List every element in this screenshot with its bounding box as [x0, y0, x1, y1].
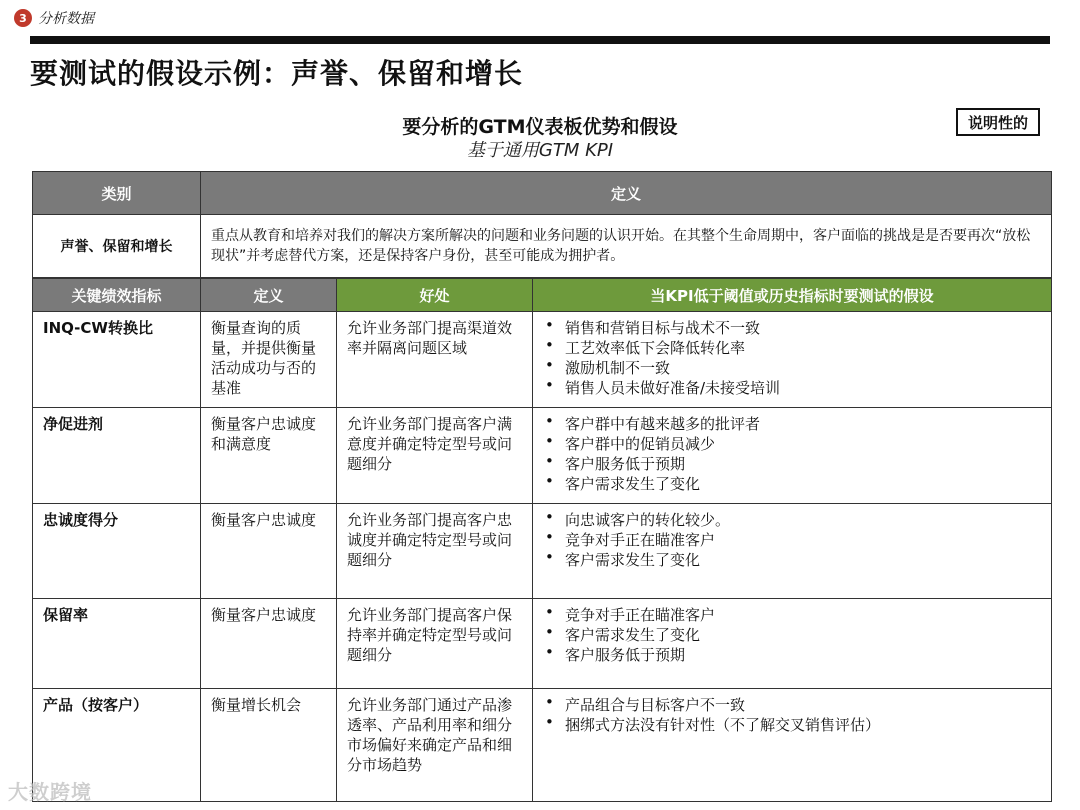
kpi-hypotheses: [533, 504, 1052, 599]
hypothesis-item: • 客户需求发生了变化: [543, 474, 1043, 494]
section-number-badge: 3: [14, 9, 32, 27]
top-divider: [30, 36, 1050, 44]
hypothesis-item: • 产品组合与目标客户不一致: [543, 695, 1043, 715]
kpi-definition: 衡量查询的质量，并提供衡量活动成功与否的基准: [201, 312, 337, 408]
kpi-definition: 衡量客户忠诚度: [201, 599, 337, 689]
section-indicator: [14, 8, 94, 28]
kpi-hypotheses: [533, 689, 1052, 802]
kpi-hypotheses: [533, 408, 1052, 504]
benefit-header: 好处: [337, 279, 533, 312]
definition-header: 定义: [201, 172, 1052, 215]
category-header: 类别: [33, 172, 201, 215]
hypothesis-item: • 客户服务低于预期: [543, 454, 1043, 474]
slide-title: 要测试的假设示例：声誉、保留和增长: [30, 57, 524, 90]
kpi-benefit: 允许业务部门提高渠道效率并隔离问题区域: [337, 312, 533, 408]
hypothesis-item: • 竞争对手正在瞄准客户: [543, 605, 1043, 625]
kpi-name: INQ-CW转换比: [33, 312, 201, 408]
hypothesis-item: • 竞争对手正在瞄准客户: [543, 530, 1043, 550]
illustrative-tag: 说明性的: [956, 108, 1040, 136]
category-name: 声誉、保留和增长: [33, 215, 201, 278]
kpi-hypotheses: [533, 312, 1052, 408]
hypothesis-item: • 工艺效率低下会降低转化率: [543, 338, 1043, 358]
table-row: [33, 312, 1052, 408]
category-header-row: [33, 172, 1052, 215]
kpi-definition: 衡量增长机会: [201, 689, 337, 802]
hypothesis-item: • 捆绑式方法没有针对性（不了解交叉销售评估）: [543, 715, 1043, 735]
table-row: [33, 408, 1052, 504]
table-subtitle: 基于通用GTM KPI: [466, 140, 614, 161]
category-definition: 重点从教育和培养对我们的解决方案所解决的问题和业务问题的认识开始。在其整个生命周期中，客户面临的挑战是是否要再次“放松现状”并考虑替代方案，还是保持客户身份，甚至可能成为拥护者。: [201, 215, 1052, 278]
hypothesis-item: • 激励机制不一致: [543, 358, 1043, 378]
category-table: [32, 171, 1052, 278]
watermark: 大数跨境: [8, 780, 92, 804]
kpi-table: [32, 278, 1052, 802]
kpi-header-row: [33, 279, 1052, 312]
kpi-definition: 衡量客户忠诚度: [201, 504, 337, 599]
section-label: 分析数据: [38, 11, 94, 27]
table-row: [33, 599, 1052, 689]
kpi-name: 保留率: [33, 599, 201, 689]
kpi-benefit: 允许业务部门提高客户满意度并确定特定型号或问题细分: [337, 408, 533, 504]
table-row: [33, 689, 1052, 802]
kpi-hypotheses: [533, 599, 1052, 689]
hypothesis-header: 当KPI低于阈值或历史指标时要测试的假设: [533, 279, 1052, 312]
hypothesis-item: • 销售和营销目标与战术不一致: [543, 318, 1043, 338]
hypothesis-item: • 向忠诚客户的转化较少。: [543, 510, 1043, 530]
kpi-name: 产品（按客户）: [33, 689, 201, 802]
hypothesis-item: • 客户服务低于预期: [543, 645, 1043, 665]
kpi-definition-header: 定义: [201, 279, 337, 312]
table-row: [33, 504, 1052, 599]
kpi-benefit: 允许业务部门通过产品渗透率、产品利用率和细分市场偏好来确定产品和细分市场趋势: [337, 689, 533, 802]
hypothesis-item: • 客户群中的促销员减少: [543, 434, 1043, 454]
kpi-definition: 衡量客户忠诚度和满意度: [201, 408, 337, 504]
hypothesis-item: • 客户群中有越来越多的批评者: [543, 414, 1043, 434]
kpi-benefit: 允许业务部门提高客户忠诚度并确定特定型号或问题细分: [337, 504, 533, 599]
table-title: 要分析的GTM仪表板优势和假设: [402, 116, 678, 138]
category-row: [33, 215, 1052, 278]
hypothesis-item: • 客户需求发生了变化: [543, 550, 1043, 570]
hypothesis-item: • 销售人员未做好准备/未接受培训: [543, 378, 1043, 398]
kpi-name: 忠诚度得分: [33, 504, 201, 599]
hypothesis-item: • 客户需求发生了变化: [543, 625, 1043, 645]
kpi-header: 关键绩效指标: [33, 279, 201, 312]
kpi-name: 净促进剂: [33, 408, 201, 504]
kpi-benefit: 允许业务部门提高客户保持率并确定特定型号或问题细分: [337, 599, 533, 689]
